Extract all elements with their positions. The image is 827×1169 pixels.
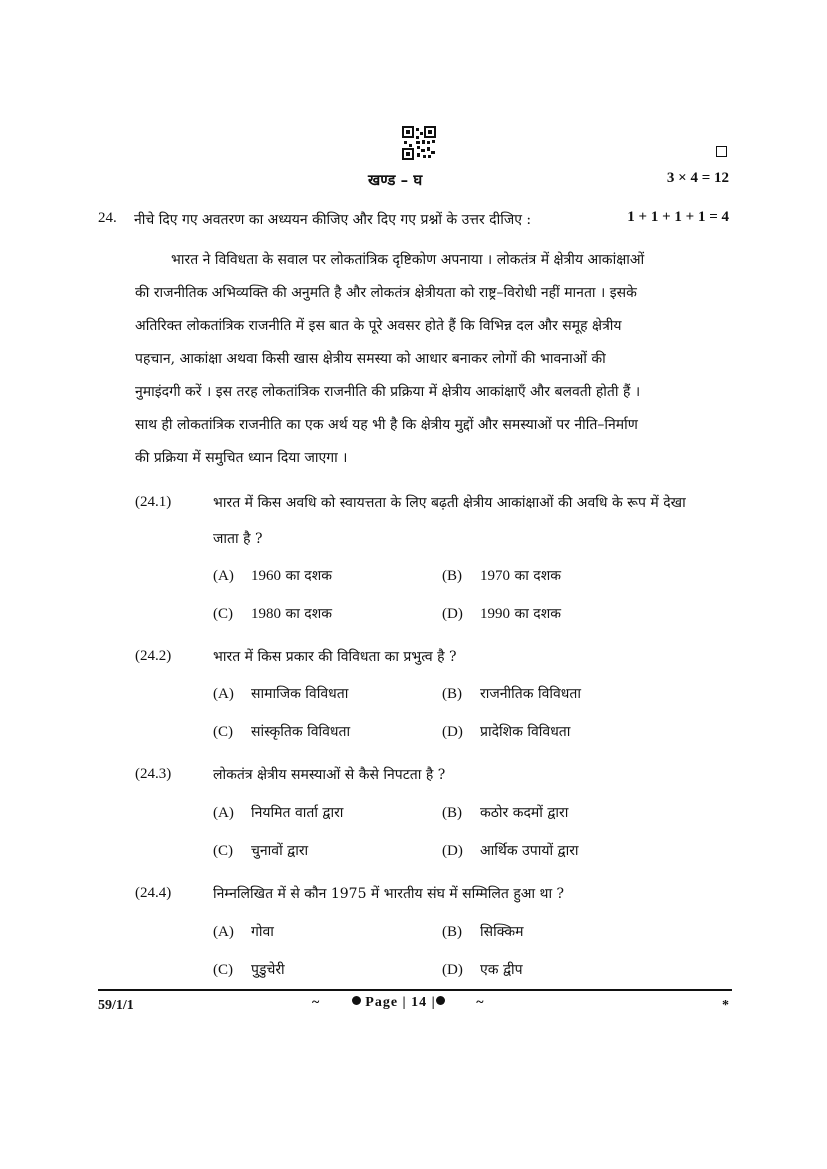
tilde-right: ~ xyxy=(476,995,485,1010)
option-b: (B) सिक्किम xyxy=(442,924,524,940)
passage-line: अतिरिक्त लोकतांत्रिक राजनीति में इस बात के पूरे अवसर होते हैं कि विभिन्न दल और समूह क्षेत्रीय xyxy=(135,318,622,334)
option-d: (D) 1990 का दशक xyxy=(442,606,561,622)
option-c: (C) 1980 का दशक xyxy=(213,606,332,622)
option-b: (B) कठोर कदमों द्वारा xyxy=(442,805,569,821)
subquestion-text: लोकतंत्र क्षेत्रीय समस्याओं से कैसे निपटता है ? xyxy=(213,767,446,783)
subquestion-number: (24.4) xyxy=(135,885,172,901)
option-d: (D) एक द्वीप xyxy=(442,962,523,978)
checkbox-icon xyxy=(716,146,727,157)
passage-line: भारत ने विविधता के सवाल पर लोकतांत्रिक दृष्टिकोण अपनाया । लोकतंत्र में क्षेत्रीय आकांक्षाओं xyxy=(171,252,645,268)
option-a: (A) 1960 का दशक xyxy=(213,568,332,584)
passage-line: साथ ही लोकतांत्रिक राजनीति का एक अर्थ यह भी है कि क्षेत्रीय मुद्दों और समस्याओं पर नीति–निर्माण xyxy=(135,417,638,433)
page-label: Page xyxy=(365,995,399,1010)
paper-code: 59/1/1 xyxy=(98,998,134,1013)
option-a: (A) नियमित वार्ता द्वारा xyxy=(213,805,344,821)
passage-line: की प्रक्रिया में समुचित ध्यान दिया जाएगा । xyxy=(135,450,348,466)
option-d: (D) आर्थिक उपायों द्वारा xyxy=(442,843,579,859)
page-indicator: ~ Page | 14 | ~ xyxy=(312,995,485,1010)
section-marks: 3 × 4 = 12 xyxy=(666,170,729,186)
passage-line: नुमाइंदगी करें । इस तरह लोकतांत्रिक राजनीति की प्रक्रिया में क्षेत्रीय आकांक्षाएँ और बलवती होती हैं । xyxy=(135,384,641,400)
option-c: (C) पुडुचेरी xyxy=(213,962,285,978)
option-b: (B) राजनीतिक विविधता xyxy=(442,686,581,702)
question-instruction: नीचे दिए गए अवतरण का अध्ययन कीजिए और दिए गए प्रश्नों के उत्तर दीजिए : xyxy=(134,212,532,228)
subquestion-number: (24.2) xyxy=(135,648,172,664)
bullet-icon xyxy=(436,996,445,1005)
question-marks: 1 + 1 + 1 + 1 = 4 xyxy=(627,209,729,225)
option-c: (C) चुनावों द्वारा xyxy=(213,843,309,859)
passage-line: पहचान, आकांक्षा अथवा किसी खास क्षेत्रीय समस्या को आधार बनाकर लोगों की भावनाओं की xyxy=(135,351,606,367)
option-b: (B) 1970 का दशक xyxy=(442,568,561,584)
qr-code-icon xyxy=(402,126,436,160)
bullet-icon xyxy=(352,996,361,1005)
option-a: (A) सामाजिक विविधता xyxy=(213,686,349,702)
option-c: (C) सांस्कृतिक विविधता xyxy=(213,724,351,740)
subquestion-text: भारत में किस प्रकार की विविधता का प्रभुत्व है ? xyxy=(213,649,457,665)
section-title: खण्ड – घ xyxy=(368,171,423,189)
question-number: 24. xyxy=(98,210,117,226)
tilde-left: ~ xyxy=(312,995,321,1010)
option-d: (D) प्रादेशिक विविधता xyxy=(442,724,571,740)
passage-line: की राजनीतिक अभिव्यक्ति की अनुमति है और लोकतंत्र क्षेत्रीयता को राष्ट्र–विरोधी नहीं मानता । इसके xyxy=(135,285,637,301)
option-a: (A) गोवा xyxy=(213,924,274,940)
subquestion-number: (24.1) xyxy=(135,494,172,510)
subquestion-text: भारत में किस अवधि को स्वायत्तता के लिए बढ़ती क्षेत्रीय आकांक्षाओं की अवधि के रूप में देखा जाता है ? xyxy=(213,495,686,547)
page-number: 14 xyxy=(411,995,428,1010)
footer-divider xyxy=(98,989,732,991)
subquestion-text: निम्नलिखित में से कौन 1975 में भारतीय संघ में सम्मिलित हुआ था ? xyxy=(213,886,565,902)
footer-star: * xyxy=(722,998,729,1013)
passage xyxy=(135,244,695,475)
subquestion-number: (24.3) xyxy=(135,766,172,782)
